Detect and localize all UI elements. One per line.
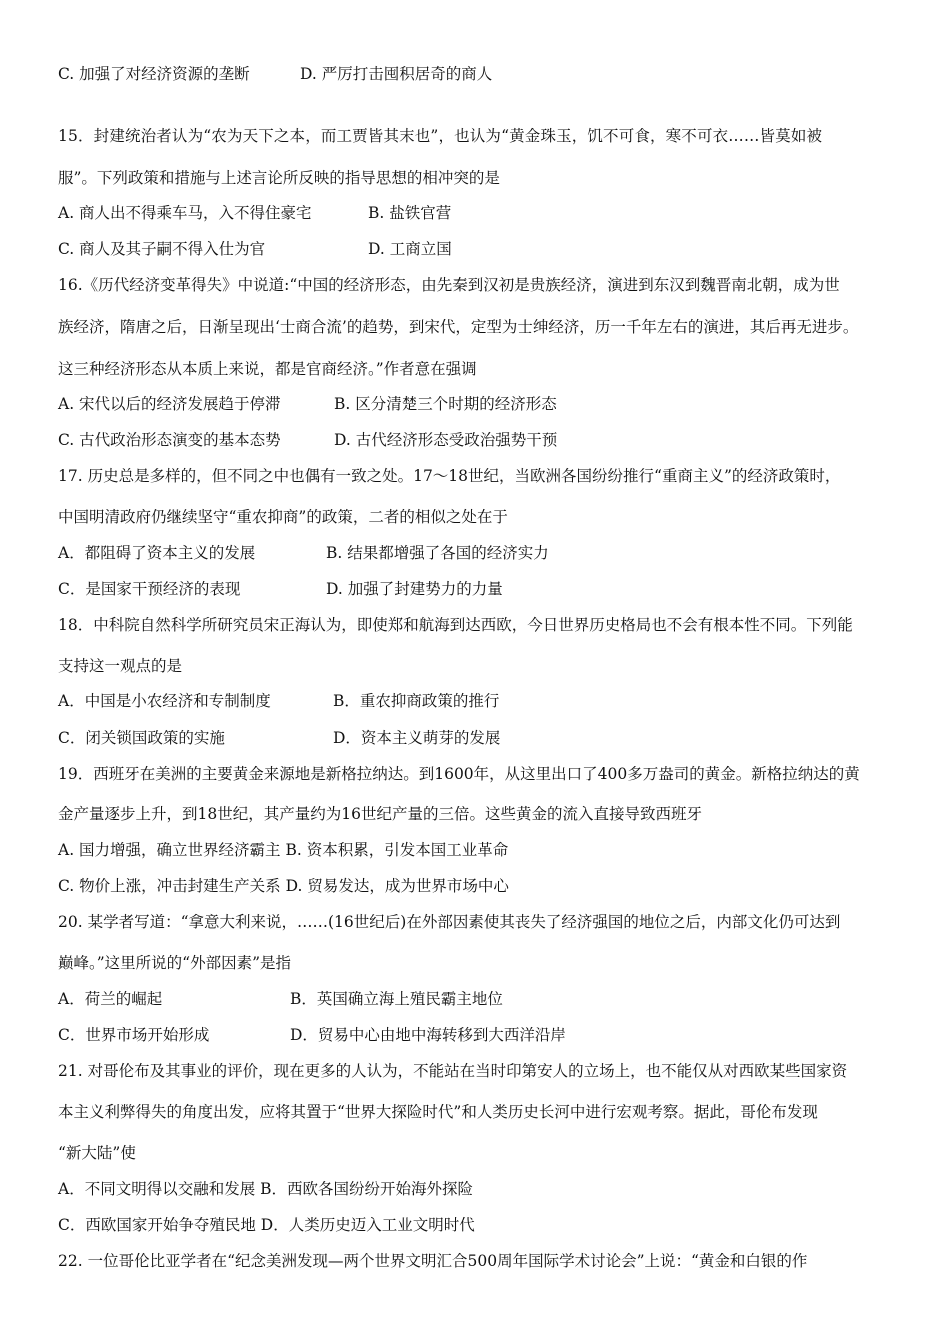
q21-options-cd: C．西欧国家开始争夺殖民地 D．人类历史迈入工业文明时代 [58,1216,475,1234]
q17-option-c: C．是国家干预经济的表现 [58,580,241,598]
q14-option-c: C. 加强了对经济资源的垄断 [58,65,250,83]
q21-stem-line2: 本主义利弊得失的角度出发，应将其置于“世界大探险时代”和人类历史长河中进行宏观考察。据此，哥伦布发现 [58,1103,818,1121]
q18-stem-line2: 支持这一观点的是 [58,657,183,675]
q15-option-a: A. 商人出不得乘车马，入不得住豪宅 [58,204,312,222]
q16-option-b: B. 区分清楚三个时期的经济形态 [334,395,557,413]
q18-option-b: B．重农抑商政策的推行 [333,692,500,710]
q21-stem-line1: 21. 对哥伦布及其事业的评价，现在更多的人认为，不能站在当时印第安人的立场上，也不能仅从对西欧某些国家资 [58,1062,848,1080]
q17-stem-line1: 17. 历史总是多样的，但不同之中也偶有一致之处。17～18世纪，当欧洲各国纷纷推行“重商主义”的经济政策时， [58,467,841,485]
q18-option-c: C．闭关锁国政策的实施 [58,729,225,747]
q17-option-b: B. 结果都增强了各国的经济实力 [326,544,549,562]
q17-option-d: D. 加强了封建势力的力量 [326,580,503,598]
q20-option-d: D．贸易中心由地中海转移到大西洋沿岸 [290,1026,566,1044]
q20-stem-line1: 20. 某学者写道：“拿意大利来说，……(16世纪后)在外部因素使其丧失了经济强国的地位之后，内部文化仍可达到 [58,913,841,931]
q16-option-c: C. 古代政治形态演变的基本态势 [58,431,281,449]
q16-stem-line1: 16.《历代经济变革得失》中说道:“中国的经济形态，由先秦到汉初是贵族经济，演进到东汉到魏晋南北朝，成为世 [58,276,840,294]
q19-options-ab: A. 国力增强，确立世界经济霸主 B. 资本积累，引发本国工业革命 [58,841,509,859]
q15-option-b: B. 盐铁官营 [368,204,452,222]
q20-option-b: B．英国确立海上殖民霸主地位 [290,990,503,1008]
q19-stem-line1: 19．西班牙在美洲的主要黄金来源地是新格拉纳达。到1600年，从这里出口了400多万盎司的黄金。新格拉纳达的黄 [58,765,860,783]
q14-option-d: D. 严厉打击囤积居奇的商人 [300,65,493,83]
q16-stem-line3: 这三种经济形态从本质上来说，都是官商经济。”作者意在强调 [58,360,477,378]
q19-options-cd: C. 物价上涨，冲击封建生产关系 D. 贸易发达，成为世界市场中心 [58,877,509,895]
q16-option-d: D. 古代经济形态受政治强势干预 [334,431,558,449]
q20-option-a: A．荷兰的崛起 [58,990,163,1008]
q17-stem-line2: 中国明清政府仍继续坚守“重农抑商”的政策，二者的相似之处在于 [58,508,508,526]
q18-stem-line1: 18．中科院自然科学所研究员宋正海认为，即使郑和航海到达西欧，今日世界历史格局也不会有根本性不同。下列能 [58,616,853,634]
q16-option-a: A. 宋代以后的经济发展趋于停滞 [58,395,281,413]
q21-stem-line3: “新大陆”使 [58,1144,136,1162]
q20-option-c: C．世界市场开始形成 [58,1026,210,1044]
q15-option-c: C. 商人及其子嗣不得入仕为官 [58,240,266,258]
q22-stem-line1: 22. 一位哥伦比亚学者在“纪念美洲发现—两个世界文明汇合500周年国际学术讨论会”上说：“黄金和白银的作 [58,1252,808,1270]
q18-option-a: A．中国是小农经济和专制制度 [58,692,271,710]
q21-options-ab: A．不同文明得以交融和发展 B．西欧各国纷纷开始海外探险 [58,1180,474,1198]
q15-stem-line2: 服”。下列政策和措施与上述言论所反映的指导思想的相冲突的是 [58,169,500,187]
q16-stem-line2: 族经济，隋唐之后，日渐呈现出‘士商合流’的趋势，到宋代，定型为士绅经济，历一千年左右的演进，其后再无进步。 [58,318,859,336]
q18-option-d: D．资本主义萌芽的发展 [333,729,501,747]
q15-stem-line1: 15．封建统治者认为“农为天下之本，而工贾皆其末也”，也认为“黄金珠玉，饥不可食，寒不可衣……皆莫如被 [58,127,823,145]
q19-stem-line2: 金产量逐步上升，到18世纪，其产量约为16世纪产量的三倍。这些黄金的流入直接导致西班牙 [58,805,702,823]
q15-option-d: D. 工商立国 [368,240,452,258]
q17-option-a: A．都阻碍了资本主义的发展 [58,544,256,562]
q20-stem-line2: 巅峰。”这里所说的“外部因素”是指 [58,954,292,972]
